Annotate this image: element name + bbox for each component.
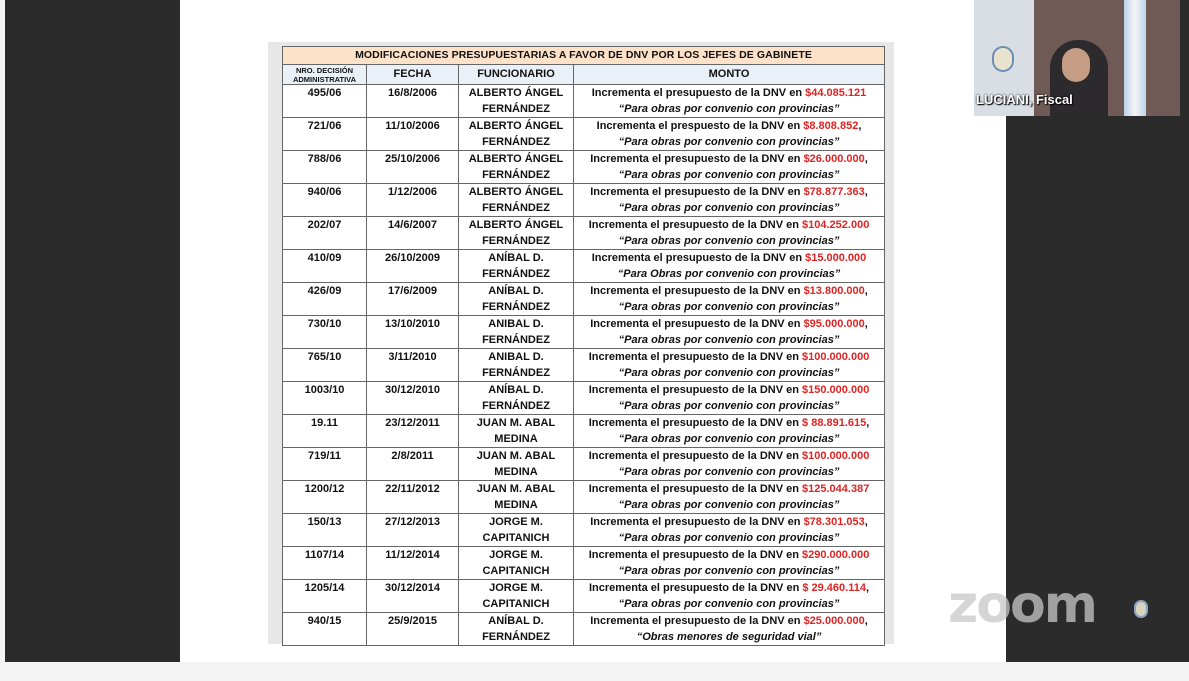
cell-funcionario: [459, 151, 574, 184]
funcionario-line1: JORGE M.: [489, 549, 543, 561]
funcionario-line2: FERNÁNDEZ: [482, 268, 550, 280]
cell-fecha: 3/11/2010: [367, 349, 459, 382]
cell-funcionario: [459, 382, 574, 415]
table-row: [283, 184, 885, 217]
monto-text: Incrementa el presupuesto de la DNV en: [590, 318, 804, 330]
participant-video-tile[interactable]: [974, 0, 1180, 116]
cell-monto: [574, 613, 885, 646]
cell-funcionario: [459, 349, 574, 382]
cell-funcionario: [459, 184, 574, 217]
monto-description: “Para Obras por convenio con provincias”: [617, 268, 841, 280]
monto-line1: [574, 613, 884, 629]
monto-line1: [574, 85, 884, 101]
monto-suffix: ,: [865, 582, 870, 594]
zoom-logo: zoom: [948, 575, 1096, 635]
cell-monto: [574, 514, 885, 547]
header-decision: [283, 65, 367, 85]
table-row: [283, 481, 885, 514]
header-monto: MONTO: [574, 65, 885, 85]
monto-line1: [574, 382, 884, 398]
monto-description: “Para obras por convenio con provincias”: [618, 499, 840, 511]
monto-line1: [574, 118, 884, 134]
monto-text: Incrementa el presupuesto de la DNV en: [590, 153, 804, 165]
funcionario-line1: ALBERTO ÁNGEL: [468, 120, 564, 132]
participant-name-label: LUCIANI, Fiscal: [976, 92, 1073, 107]
table-row: [283, 613, 885, 646]
header-funcionario: FUNCIONARIO: [459, 65, 574, 85]
cell-monto: [574, 217, 885, 250]
cell-fecha: 22/11/2012: [367, 481, 459, 514]
cell-nro: 1200/12: [283, 481, 367, 514]
table-row: [283, 118, 885, 151]
monto-line1: [574, 580, 884, 596]
monto-amount: $100.000.000: [802, 351, 870, 363]
header-decision-line2: ADMINISTRATIVA: [292, 74, 357, 84]
cell-monto: [574, 250, 885, 283]
monto-amount: $78.877.363: [803, 186, 865, 198]
monto-line1: [574, 151, 884, 167]
cell-nro: 719/11: [283, 448, 367, 481]
cell-nro: 730/10: [283, 316, 367, 349]
cell-fecha: 11/12/2014: [367, 547, 459, 580]
funcionario-line1: ALBERTO ÁNGEL: [468, 219, 564, 231]
funcionario-line1: ALBERTO ÁNGEL: [468, 153, 564, 165]
monto-amount: $104.252.000: [802, 219, 870, 231]
cell-monto: [574, 382, 885, 415]
table-image: [268, 42, 894, 644]
monto-text: Incrementa el presupuesto de la DNV en: [588, 450, 803, 462]
funcionario-line1: ANÍBAL D.: [488, 615, 544, 627]
monto-description: “Para obras por convenio con provincias”: [618, 202, 840, 214]
table-row: [283, 415, 885, 448]
cell-monto: [574, 448, 885, 481]
cell-nro: 150/13: [283, 514, 367, 547]
table-row: [283, 217, 885, 250]
monto-suffix: ,: [858, 120, 862, 132]
funcionario-line2: FERNÁNDEZ: [482, 301, 550, 313]
cell-fecha: 13/10/2010: [367, 316, 459, 349]
cell-funcionario: [459, 118, 574, 151]
monto-text: Incrementa el presupuesto de la DNV en: [588, 549, 803, 561]
monto-text: Incrementa el presupuesto de la DNV en: [591, 252, 806, 264]
table-row: [283, 382, 885, 415]
monto-amount: $ 29.460.114: [802, 582, 866, 594]
monto-amount: $125.044.387: [802, 483, 870, 495]
cell-nro: 1107/14: [283, 547, 367, 580]
monto-line1: [574, 283, 884, 299]
monto-text: Incrementa el presupuesto de la DNV en: [588, 351, 803, 363]
monto-line1: [574, 448, 884, 464]
table-row: [283, 580, 885, 613]
monto-description: “Para obras por convenio con provincias”: [618, 367, 840, 379]
monto-amount: $25.000.000: [803, 615, 865, 627]
funcionario-line2: FERNÁNDEZ: [482, 169, 550, 181]
cell-nro: 1205/14: [283, 580, 367, 613]
cell-nro: 426/09: [283, 283, 367, 316]
monto-description: “Para obras por convenio con provincias”: [618, 136, 840, 148]
funcionario-line2: FERNÁNDEZ: [482, 631, 550, 643]
monto-suffix: ,: [864, 285, 868, 297]
cell-monto: [574, 415, 885, 448]
argentina-seal-icon: [1126, 600, 1156, 640]
table-title-row: [283, 47, 885, 65]
monto-suffix: ,: [864, 516, 868, 528]
monto-amount: $150.000.000: [802, 384, 870, 396]
table-row: [283, 514, 885, 547]
monto-description: “Para obras por convenio con provincias”: [618, 466, 840, 478]
cell-nro: 940/06: [283, 184, 367, 217]
monto-amount: $95.000.000: [803, 318, 865, 330]
funcionario-line1: ANÍBAL D.: [488, 384, 544, 396]
monto-line1: [574, 250, 884, 266]
cell-nro: 940/15: [283, 613, 367, 646]
cell-funcionario: [459, 514, 574, 547]
cell-fecha: 30/12/2010: [367, 382, 459, 415]
header-decision-line1: NRO. DECISIÓN: [295, 65, 354, 75]
cell-monto: [574, 151, 885, 184]
monto-text: Incrementa el presupuesto de la DNV en: [588, 417, 803, 429]
cell-nro: 495/06: [283, 85, 367, 118]
funcionario-line2: MEDINA: [494, 433, 538, 445]
funcionario-line2: FERNÁNDEZ: [482, 136, 550, 148]
funcionario-line2: FERNÁNDEZ: [482, 202, 550, 214]
monto-description: “Para obras por convenio con provincias”: [618, 103, 840, 115]
cell-funcionario: [459, 316, 574, 349]
monto-description: “Obras menores de seguridad vial”: [636, 631, 822, 643]
funcionario-line2: FERNÁNDEZ: [482, 400, 550, 412]
cell-fecha: 27/12/2013: [367, 514, 459, 547]
funcionario-line2: FERNÁNDEZ: [482, 103, 550, 115]
monto-suffix: ,: [866, 417, 870, 429]
cell-monto: [574, 85, 885, 118]
table-row: [283, 547, 885, 580]
cell-monto: [574, 283, 885, 316]
table-row: [283, 85, 885, 118]
cell-funcionario: [459, 547, 574, 580]
cell-funcionario: [459, 613, 574, 646]
monto-description: “Para obras por convenio con provincias”: [618, 169, 840, 181]
funcionario-line1: JUAN M. ABAL: [476, 417, 556, 429]
funcionario-line2: CAPITANICH: [482, 565, 550, 577]
monto-description: “Para obras por convenio con provincias”: [618, 598, 840, 610]
monto-line1: [574, 415, 884, 431]
funcionario-line1: JORGE M.: [489, 582, 543, 594]
funcionario-line1: ALBERTO ÁNGEL: [468, 87, 564, 99]
cell-fecha: 26/10/2009: [367, 250, 459, 283]
monto-text: Incrementa el presupuesto de la DNV en: [591, 87, 806, 99]
table-body: [283, 85, 885, 646]
cell-funcionario: [459, 250, 574, 283]
funcionario-line1: JUAN M. ABAL: [476, 483, 556, 495]
cell-funcionario: [459, 85, 574, 118]
cell-monto: [574, 349, 885, 382]
monto-line1: [574, 349, 884, 365]
funcionario-line2: FERNÁNDEZ: [482, 334, 550, 346]
monto-text: Incrementa el prespuesto de la DNV en: [596, 120, 804, 132]
left-edge: [0, 0, 5, 662]
table-row: [283, 316, 885, 349]
monto-text: Incrementa el presupuesto de la DNV en: [589, 582, 803, 594]
table-row: [283, 250, 885, 283]
monto-amount: $78.301.053: [803, 516, 865, 528]
table-row: [283, 151, 885, 184]
funcionario-line1: ALBERTO ÁNGEL: [468, 186, 564, 198]
cell-fecha: 11/10/2006: [367, 118, 459, 151]
monto-text: Incrementa el presupuesto de la DNV en: [590, 615, 804, 627]
flag-icon: [1124, 0, 1146, 116]
funcionario-line2: MEDINA: [494, 466, 538, 478]
funcionario-line2: CAPITANICH: [482, 532, 550, 544]
table-title: MODIFICACIONES PRESUPUESTARIAS A FAVOR DE DNV POR LOS JEFES DE GABINETE: [283, 47, 885, 65]
monto-amount: $44.085.121: [805, 87, 867, 99]
monto-text: Incrementa el presupuesto de la DNV en: [588, 384, 803, 396]
cell-monto: [574, 580, 885, 613]
seal-shape: [1134, 600, 1148, 618]
cell-funcionario: [459, 283, 574, 316]
monto-suffix: ,: [864, 615, 868, 627]
cell-fecha: 25/10/2006: [367, 151, 459, 184]
cell-nro: 19.11: [283, 415, 367, 448]
cell-monto: [574, 184, 885, 217]
cell-nro: 721/06: [283, 118, 367, 151]
monto-description: “Para obras por convenio con provincias”: [618, 565, 840, 577]
monto-line1: [574, 547, 884, 563]
cell-fecha: 25/9/2015: [367, 613, 459, 646]
monto-amount: $13.800.000: [803, 285, 865, 297]
monto-description: “Para obras por convenio con provincias”: [618, 433, 840, 445]
table-row: [283, 349, 885, 382]
monto-text: Incrementa el presupuesto de la DNV en: [588, 483, 803, 495]
cell-funcionario: [459, 217, 574, 250]
cell-fecha: 14/6/2007: [367, 217, 459, 250]
bottom-bar: [0, 662, 1189, 681]
cell-nro: 1003/10: [283, 382, 367, 415]
monto-line1: [574, 184, 884, 200]
cell-fecha: 30/12/2014: [367, 580, 459, 613]
funcionario-line1: JUAN M. ABAL: [476, 450, 556, 462]
cell-funcionario: [459, 481, 574, 514]
cell-fecha: 2/8/2011: [367, 448, 459, 481]
cell-monto: [574, 316, 885, 349]
monto-description: “Para obras por convenio con provincias”: [618, 301, 840, 313]
budget-table: [282, 46, 885, 646]
cell-monto: [574, 118, 885, 151]
monto-amount: $ 88.891.615: [802, 417, 867, 429]
cell-nro: 410/09: [283, 250, 367, 283]
monto-line1: [574, 217, 884, 233]
cell-funcionario: [459, 580, 574, 613]
cell-fecha: 1/12/2006: [367, 184, 459, 217]
monto-description: “Para obras por convenio con provincias”: [618, 400, 840, 412]
table-row: [283, 448, 885, 481]
header-fecha: FECHA: [367, 65, 459, 85]
monto-text: Incrementa el presupuesto de la DNV en: [588, 219, 803, 231]
funcionario-line2: CAPITANICH: [482, 598, 550, 610]
cell-fecha: 16/8/2006: [367, 85, 459, 118]
monto-suffix: ,: [864, 318, 868, 330]
monto-amount: $26.000.000: [803, 153, 865, 165]
funcionario-line2: FERNÁNDEZ: [482, 367, 550, 379]
cell-funcionario: [459, 415, 574, 448]
monto-description: “Para obras por convenio con provincias”: [618, 334, 840, 346]
table-row: [283, 283, 885, 316]
table-header-row: [283, 65, 885, 85]
argentina-seal-icon: [992, 46, 1014, 72]
monto-amount: $100.000.000: [802, 450, 870, 462]
monto-line1: [574, 481, 884, 497]
monto-text: Incrementa el presupuesto de la DNV en: [590, 186, 804, 198]
funcionario-line1: ANIBAL D.: [488, 318, 544, 330]
cell-fecha: 17/6/2009: [367, 283, 459, 316]
cell-nro: 202/07: [283, 217, 367, 250]
cell-monto: [574, 547, 885, 580]
monto-amount: $15.000.000: [805, 252, 867, 264]
funcionario-line1: ANÍBAL D.: [488, 285, 544, 297]
cell-nro: 788/06: [283, 151, 367, 184]
monto-description: “Para obras por convenio con provincias”: [618, 532, 840, 544]
cell-monto: [574, 481, 885, 514]
monto-suffix: ,: [864, 153, 868, 165]
funcionario-line2: FERNÁNDEZ: [482, 235, 550, 247]
cell-fecha: 23/12/2011: [367, 415, 459, 448]
funcionario-line2: MEDINA: [494, 499, 538, 511]
cell-nro: 765/10: [283, 349, 367, 382]
funcionario-line1: ANÍBAL D.: [488, 252, 544, 264]
cell-funcionario: [459, 448, 574, 481]
monto-suffix: ,: [864, 186, 868, 198]
funcionario-line1: ANIBAL D.: [488, 351, 544, 363]
funcionario-line1: JORGE M.: [489, 516, 543, 528]
monto-description: “Para obras por convenio con provincias”: [618, 235, 840, 247]
monto-line1: [574, 316, 884, 332]
monto-amount: $290.000.000: [802, 549, 870, 561]
monto-text: Incrementa el presupuesto de la DNV en: [590, 516, 804, 528]
monto-amount: $8.808.852: [803, 120, 859, 132]
monto-line1: [574, 514, 884, 530]
monto-text: Incrementa el presupuesto de la DNV en: [590, 285, 804, 297]
participant-face: [1062, 48, 1090, 82]
